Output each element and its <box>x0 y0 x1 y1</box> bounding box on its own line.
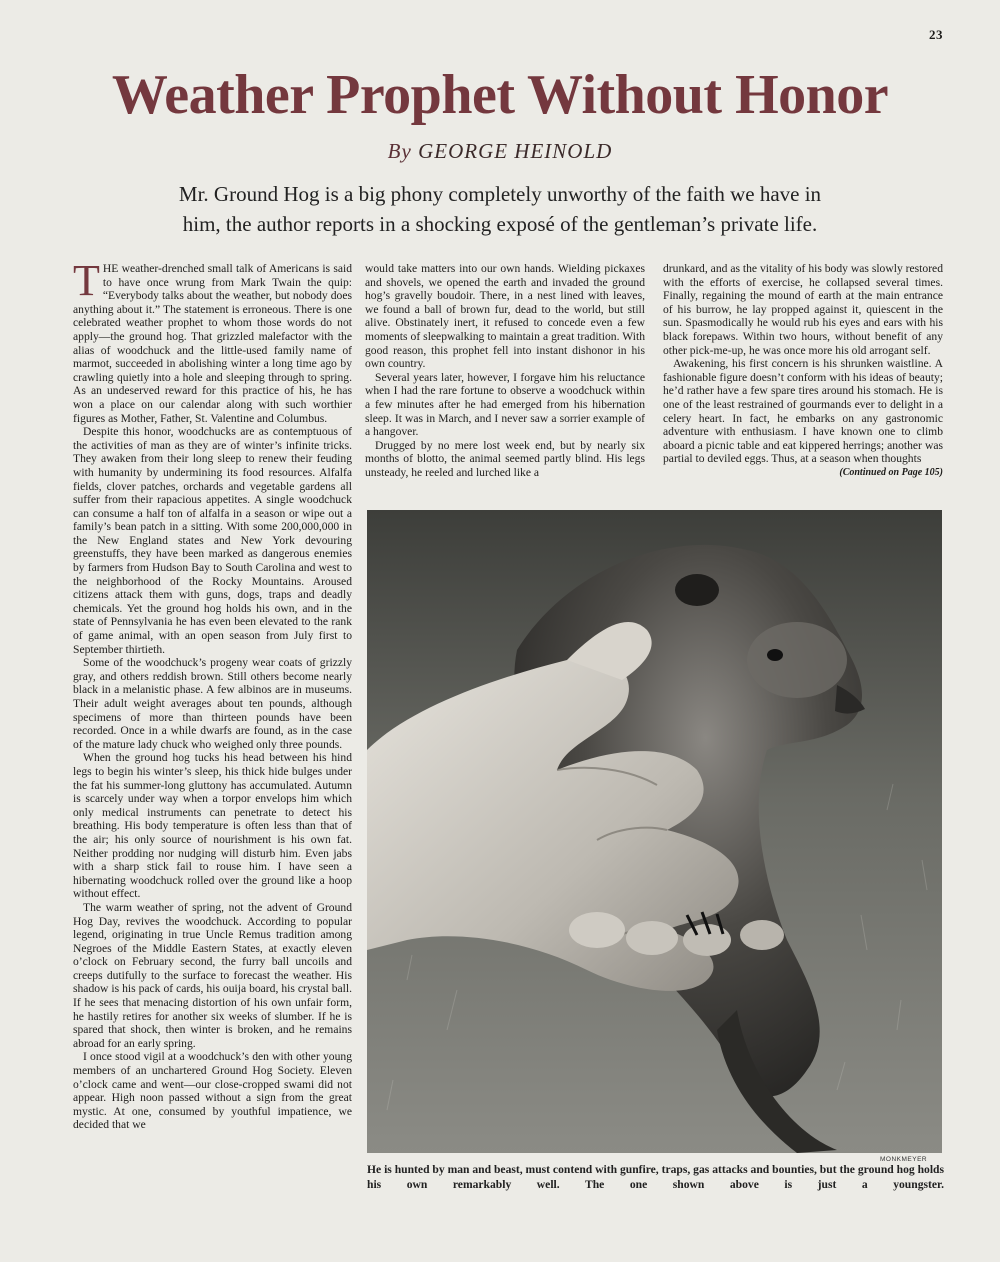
paragraph-text: Awakening, his first concern is his shrunken waistline. A fashionable figure doesn’t conform with his ideas of beauty; he’d rather have a few spare tires around his stomach. He is one of the least restrained of gourmands ever to delight in a celery heart. In fact, he embarks on any gastronomic adventure with enthusiasm. I have known one to climb aboard a picnic table and eat kippered herrings; another was partial to deviled eggs. Thus, at a season when thoughts <box>663 357 943 466</box>
deck-line-1: Mr. Ground Hog is a big phony completely unworthy of the faith we have in <box>178 182 822 206</box>
article-title: Weather Prophet Without Honor <box>111 64 889 126</box>
photo-credit: MONKMEYER <box>880 1156 928 1163</box>
byline <box>0 139 1000 164</box>
text-column-1 <box>73 256 352 1132</box>
article-deck <box>110 179 890 239</box>
woodchuck-photo <box>367 510 942 1153</box>
paragraph: Despite this honor, woodchucks are as contemptuous of the activities of man as they are of winter’s infinite tricks. They awaken from their long sleep to renew their feuding with humanity by undermining its food resources. Alfalfa fields, clover patches, orchards and vegetable gardens all suffer from their rapacious appetites. A single woodchuck can consume a half ton of alfalfa in a season or wipe out a family’s bean patch in a sitting. With some 200,000,000 in the New England states and New York devouring greenstuffs, they have been marked as dangerous enemies by farmers from Hudson Bay to South Carolina and west to the neighborhood of the Rocky Mountains. Aroused citizens attack them with guns, dogs, traps and deadly chemicals. Yet the ground hog holds his own, and in the state of Pennsylvania he has even been elevated to the rank of game animal, with an open season from July first to September thirtieth. <box>73 425 352 656</box>
paragraph: drunkard, and as the vitality of his body was slowly restored with the efforts of exercise, he collapsed several times. Finally, regaining the mound of earth at the main entrance of his burrow, he lay propped against it, quiescent in the sun. Spasmodically he would rub his eyes and ears with his black forepaws. Within two hours, without benefit of any other pick-me-up, he was once more his old arrogant self. <box>663 262 943 357</box>
paragraph: Several years later, however, I forgave him his reluctance when I had the rare fortune to observe a woodchuck within a few minutes after he had emerged from his hibernation sleep. It was in March, and I never saw a sorrier example of a hangover. <box>365 370 645 439</box>
paragraph <box>73 256 352 425</box>
paragraph: would take matters into our own hands. Wielding pickaxes and shovels, we opened the earth and invaded the ground hog’s gravelly boudoir. There, in a nest lined with leaves, we found a ball of brown fur, dead to the world, but still alive. Obstinately inert, it refused to concede even a few moments of sleepwalking to maintain a great tradition. With good reason, this prophet fell into instant dishonor in his own country. <box>365 262 645 371</box>
photo-caption: He is hunted by man and beast, must contend with gunfire, traps, gas attacks and bounties, but the ground hog holds his own remarkably well. The one shown above is just a youngster. <box>367 1163 944 1191</box>
page-number: 23 <box>929 27 943 42</box>
byline-author: GEORGE HEINOLD <box>418 139 613 163</box>
paragraph: I once stood vigil at a woodchuck’s den with other young members of an unchartered Ground Hog Society. Eleven o’clock came and went—our close-cropped swami did not appear. High noon passed without a sign from the great mystic. At one, consumed by youthful impatience, we decided that we <box>73 1050 352 1132</box>
paragraph: When the ground hog tucks his head between his hind legs to begin his winter’s sleep, his thick hide bulges under the fat his summer-long gluttony has accumulated. Autumn is scarcely under way when a torpor envelops him which only medical instruments can penetrate to detect his breathing. His body temperature is often less than that of the air; his only source of nourishment is his own fat. Neither prodding nor nudging will disturb him. Even jabs with a sharp stick fail to rouse him. I have seen a hibernating woodchuck rolled over the ground like a hoop without effect. <box>73 751 352 901</box>
paragraph-text: HE weather-drenched small talk of Americans is said to have once wrung from Mark Twain the quip: “Everybody talks about the weather, but nobody does anything about it.” The statement is erroneous. There is one celebrated weather prophet to whom those words do not apply—the ground hog. That grizzled malefactor with the alias of woodchuck and the little-used family name of marmot, succeeded in abolishing winter a long time ago by crawling quietly into a hole and sleeping through to spring. As an undeserved reward for this practice of his, he has won a place on our calendar along with such worthier figures as Mother, Father, St. Valentine and Columbus. <box>73 262 352 425</box>
drop-cap: T <box>73 256 100 305</box>
deck-line-2: him, the author reports in a shocking exposé of the gentleman’s private life. <box>182 212 818 236</box>
paragraph <box>663 357 943 478</box>
paragraph: Some of the woodchuck’s progeny wear coats of grizzly gray, and others reddish brown. Still others become nearly black in a melanistic phase. A few albinos are in museums. Their adult weight averages about ten pounds, although specimens of more than thirteen pounds have been recorded. Once in a while dwarfs are found, as in the case of the mature lady chuck who weighed only three pounds. <box>73 656 352 751</box>
byline-prefix: By <box>387 139 412 163</box>
text-column-2 <box>365 262 645 480</box>
continued-note: (Continued on Page 105) <box>839 466 943 478</box>
paragraph: The warm weather of spring, not the advent of Ground Hog Day, revives the woodchuck. According to popular legend, originating in true Uncle Remus tradition among Negroes of the Middle Eastern States, at exactly eleven o’clock on February second, the furry ball uncoils and creeps dutifully to the surface to forecast the weather. His shadow is his pack of cards, his ouija board, his crystal ball. If he sees that menacing distortion of his own unfair form, he hastily retires for another six weeks of slumber. If he is spared that shock, then winter is broken, and he remains abroad for an early spring. <box>73 900 352 1050</box>
text-column-3 <box>663 262 943 480</box>
paragraph: Drugged by no mere lost week end, but by nearly six months of blotto, the animal seemed partly blind. His legs unsteady, he reeled and lurched like a <box>365 438 645 479</box>
woodchuck-photo-illustration <box>367 510 942 1153</box>
